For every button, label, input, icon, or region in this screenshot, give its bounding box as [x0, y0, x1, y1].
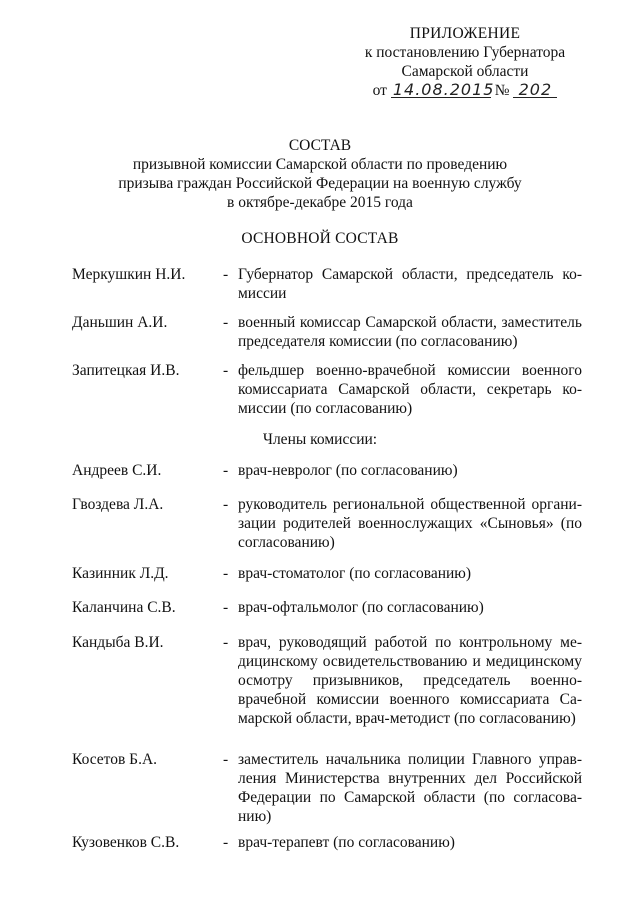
member-role: руководитель региональной общественной организации родителей военнослужащих «Сыновья» (по согласованию) [238, 496, 582, 551]
member-name: Кузовенков С.В. [72, 834, 180, 851]
member-name: Андреев С.И. [72, 462, 162, 479]
handwritten-number: 202 [513, 82, 557, 98]
heading-line-3: в октябре-декабре 2015 года [227, 194, 413, 211]
dash-separator: - [223, 496, 229, 513]
document-heading [0, 136, 640, 212]
member-name: Даньшин А.И. [72, 314, 168, 331]
dash-separator: - [223, 599, 229, 616]
member-role: врач, руководящий работой по контрольному медицинскому освидетельствованию и медицинскому осмотру призывников, председатель военно-врачебной комиссии военного комиссариата Самарской области, врач-методист (по согласованию) [238, 634, 582, 727]
heading-line-1: призывной комиссии Самарской области по проведению [132, 156, 508, 173]
heading-line-2: призыва граждан Российской Федерации на военную службу [118, 175, 522, 192]
member-role: фельдшер военно-врачебной комиссии военного комиссариата Самарской области, секретарь комиссии (по согласованию) [238, 362, 582, 417]
member-name: Кандыба В.И. [72, 634, 164, 651]
member-role: врач-стоматолог (по согласованию) [238, 565, 472, 582]
dash-separator: - [223, 751, 229, 768]
member-name: Меркушкин Н.И. [72, 266, 186, 283]
member-role: врач-терапевт (по согласованию) [238, 834, 455, 851]
handwritten-date: 14.08.2015 [392, 80, 495, 99]
member-role: Губернатор Самарской области, председатель комиссии [238, 266, 582, 302]
member-role: врач-невролог (по согласованию) [238, 462, 458, 479]
heading-title: СОСТАВ [288, 137, 352, 154]
number-prefix: № [494, 82, 510, 99]
member-name: Запитецкая И.В. [72, 362, 180, 379]
member-name: Казинник Л.Д. [72, 565, 169, 582]
dash-separator: - [223, 362, 229, 379]
member-role: врач-офтальмолог (по согласованию) [238, 599, 484, 616]
dash-separator: - [223, 266, 229, 283]
dash-separator: - [223, 314, 229, 331]
appendix-date-line [350, 81, 580, 100]
member-role: заместитель начальника полиции Главного управления Министерства внутренних дел Российской Федерации по Самарской области (по согласованию) [238, 751, 582, 825]
main-composition-title: ОСНОВНОЙ СОСТАВ [241, 230, 399, 247]
dash-separator: - [223, 634, 229, 651]
member-name: Косетов Б.А. [72, 751, 158, 768]
appendix-title: ПРИЛОЖЕНИЕ [409, 25, 521, 42]
appendix-block [350, 24, 580, 100]
dash-separator: - [223, 565, 229, 582]
date-prefix: от [372, 82, 387, 99]
dash-separator: - [223, 834, 229, 851]
member-name: Каланчина С.В. [72, 599, 176, 616]
members-heading: Члены комиссии: [262, 431, 378, 448]
appendix-line-2: Самарской области [401, 63, 529, 80]
appendix-line-1: к постановлению Губернатора [364, 44, 566, 61]
member-name: Гвоздева Л.А. [72, 496, 164, 513]
dash-separator: - [223, 462, 229, 479]
member-role: военный комиссар Самарской области, заместитель председателя комиссии (по согласованию) [238, 314, 582, 350]
